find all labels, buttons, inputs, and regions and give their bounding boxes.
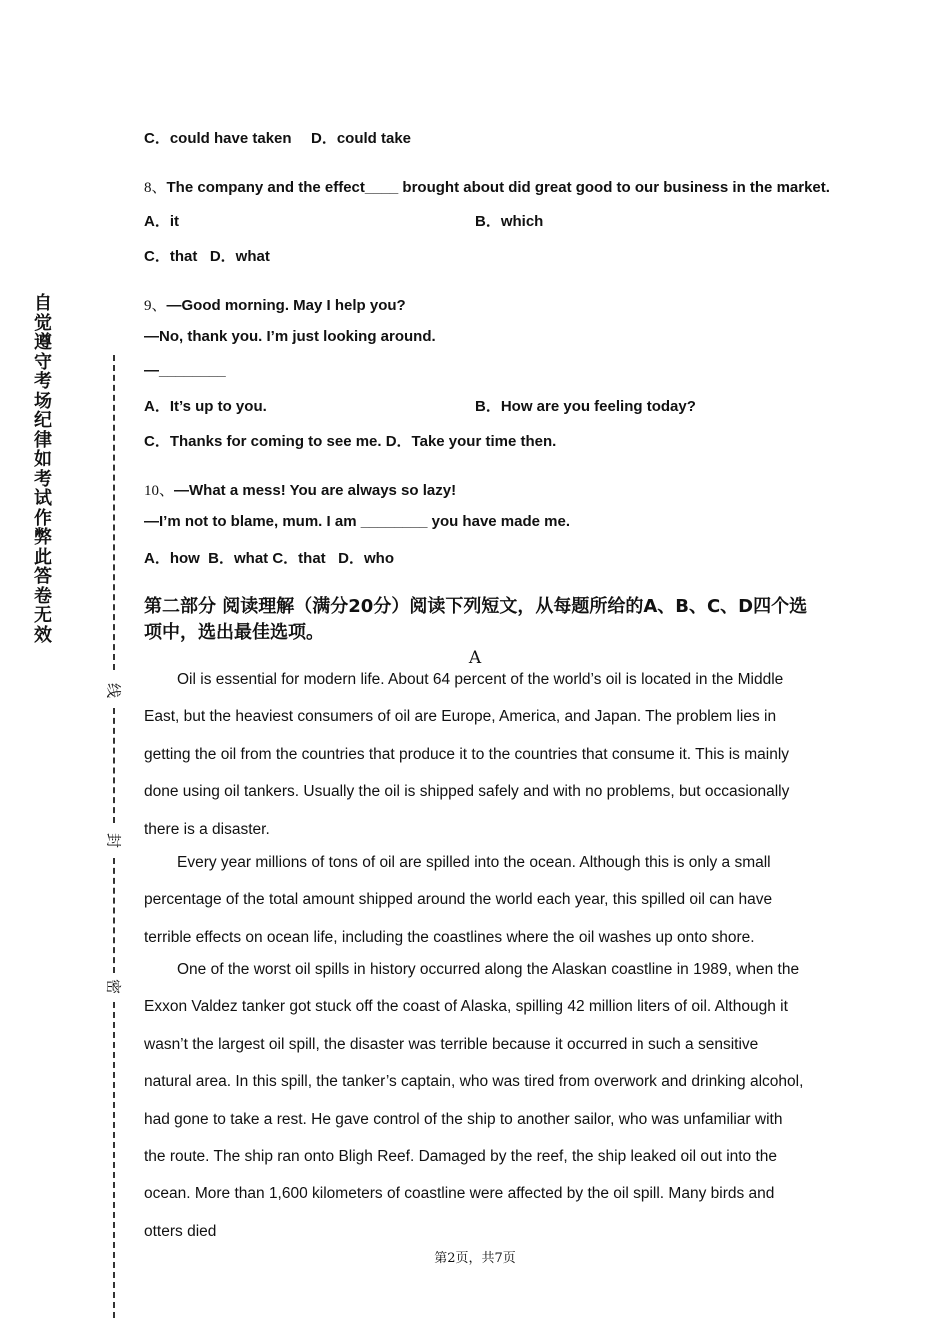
- q9-option-a: A．It’s up to you.: [144, 398, 267, 415]
- seal-line-segment: [113, 858, 115, 973]
- passage-paragraph-2: Every year millions of tons of oil are spilled into the ocean. Although this is only a small percentage of the total amount shipped around the world each year, this spilled oil can have terrible effects on ocean life, including the coastlines where the oil washes up onto shore.: [144, 854, 773, 946]
- page-footer: 第2页，共7页: [434, 1251, 516, 1266]
- seal-char-mi: 密: [104, 978, 123, 994]
- seal-line-segment: [113, 708, 115, 823]
- passage-paragraph-3: One of the worst oil spills in history occurred along the Alaskan coastline in 1989, when the Exxon Valdez tanker got stuck off the coast of Alaska, spilling 42 million liters of oil. Although it wasn’t the largest oil spill, the disaster was terrible because it occurred in such a sensitive natural area. In this spill, the tanker’s captain, who was tired from overwork and drinking alcohol, had gone to take a rest. He gave control of the ship to another sailor, who was unfamiliar with the route. The ship ran onto Bligh Reef. Damaged by the reef, the ship leaked oil out into the ocean. More than 1,600 kilometers of coastline were affected by the oil spill. Many birds and otters died: [144, 961, 804, 1240]
- passage-paragraph-1: Oil is essential for modern life. About 64 percent of the world’s oil is located in the Middle East, but the heaviest consumers of oil are Europe, America, and Japan. The problem lies in getting the oil from the countries that produce it to the countries that consume it. This is mainly done using oil tankers. Usually the oil is shipped safely and with no problems, but occasionally there is a disaster.: [144, 671, 790, 838]
- q8-option-cd: C．that D．what: [144, 248, 270, 265]
- seal-char-xian: 线: [104, 682, 123, 698]
- q9-option-b: B．How are you feeling today?: [475, 398, 696, 415]
- question-stem: —What a mess! You are always so lazy!: [174, 482, 457, 499]
- question-number: 10、: [144, 483, 175, 499]
- question-stem: —Good morning. May I help you?: [166, 297, 406, 314]
- question-number: 8、: [144, 180, 167, 196]
- q8-option-b: B．which: [475, 213, 544, 230]
- passage-label: A: [468, 648, 482, 668]
- question-9: [144, 294, 406, 315]
- question-number: 9、: [144, 298, 167, 314]
- section-title: 第二部分 阅读理解（满分20分）阅读下列短文，从每题所给的A、B、C、D四个选项中，选出最佳选项。: [144, 596, 808, 643]
- question-stem: The company and the effect____ brought about did great good to our business in the market.: [166, 179, 830, 196]
- q9-dialog-line: —No, thank you. I’m just looking around.: [144, 328, 436, 345]
- q9-option-cd: C．Thanks for coming to see me. D．Take your time then.: [144, 433, 557, 450]
- q9-blank-line: —________: [144, 362, 226, 379]
- seal-line-segment: [113, 355, 115, 670]
- question-10: [144, 479, 456, 500]
- seal-line-segment: [113, 1002, 115, 1318]
- question-8: [144, 176, 830, 197]
- q7-option-c: C．could have taken: [144, 130, 292, 147]
- seal-char-feng: 封: [104, 832, 123, 848]
- q10-options: A．how B．what C．that D．who: [144, 550, 394, 567]
- exam-discipline-notice: 自觉遵守考场纪律如考试作弊此答卷无效: [34, 293, 52, 646]
- q7-option-d: D．could take: [311, 130, 412, 147]
- q8-option-a: A．it: [144, 213, 179, 230]
- q10-dialog-line: —I’m not to blame, mum. I am ________ you have made me.: [144, 513, 570, 530]
